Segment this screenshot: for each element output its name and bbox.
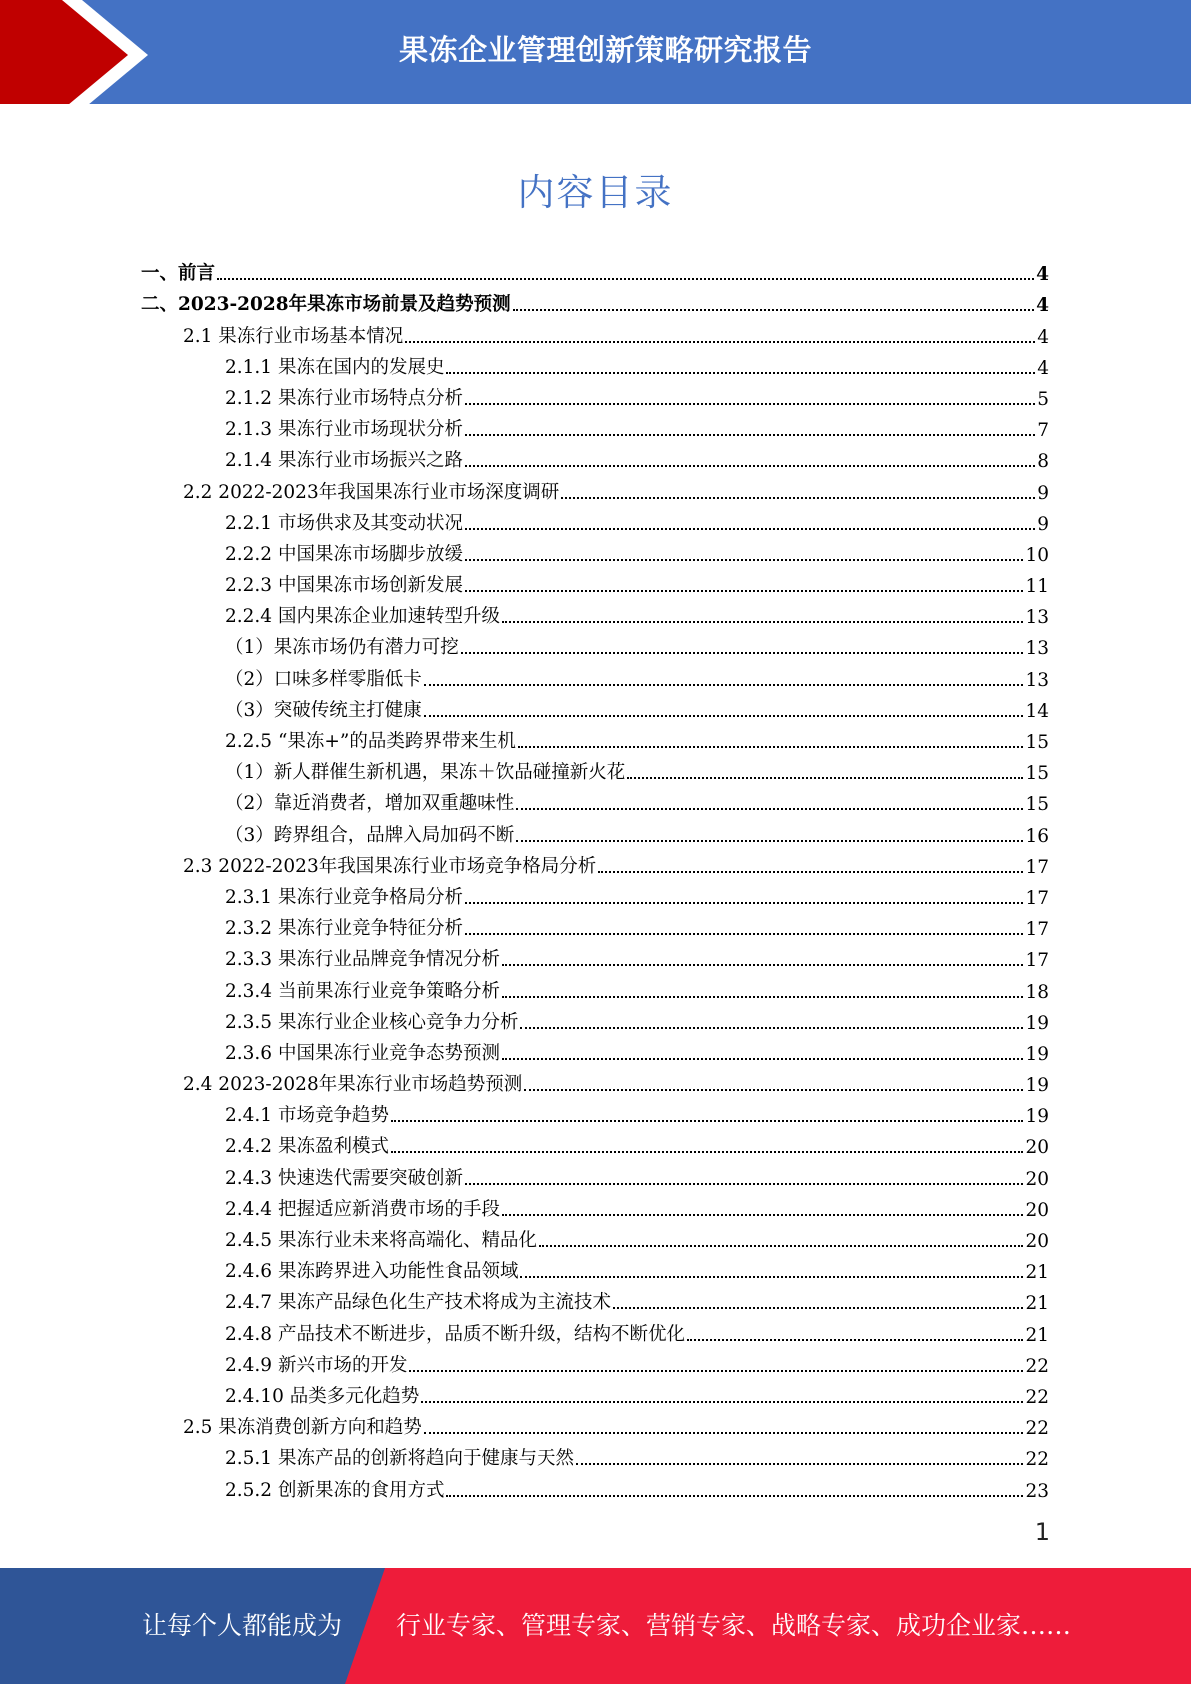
toc-entry[interactable] bbox=[141, 1036, 1049, 1067]
toc-entry-title: 2.3.1 果冻行业竞争格局分析 bbox=[225, 886, 463, 908]
toc-dot-leader bbox=[424, 715, 1024, 717]
toc-entry[interactable] bbox=[141, 942, 1049, 973]
toc-entry-page: 19 bbox=[1025, 1106, 1049, 1128]
toc-entry[interactable] bbox=[141, 849, 1049, 880]
toc-dot-leader bbox=[465, 403, 1035, 405]
toc-entry-page: 14 bbox=[1025, 700, 1049, 722]
toc-dot-leader bbox=[465, 528, 1035, 530]
toc-entry-page: 18 bbox=[1025, 981, 1049, 1003]
toc-entry[interactable] bbox=[141, 661, 1049, 692]
toc-dot-leader bbox=[465, 1183, 1023, 1185]
toc-entry-page: 23 bbox=[1025, 1480, 1049, 1502]
toc-entry-page: 20 bbox=[1025, 1168, 1049, 1190]
toc-dot-leader bbox=[613, 1307, 1023, 1309]
toc-entry[interactable] bbox=[141, 381, 1049, 412]
toc-entry-title: 2.4.2 果冻盈利模式 bbox=[225, 1136, 389, 1158]
toc-entry-page: 17 bbox=[1025, 950, 1049, 972]
toc-entry-title: 2.2 2022-2023年我国果冻行业市场深度调研 bbox=[183, 481, 560, 503]
toc-dot-leader bbox=[576, 1463, 1023, 1465]
toc-dot-leader bbox=[424, 1432, 1024, 1434]
toc-dot-leader bbox=[446, 372, 1035, 374]
toc-dot-leader bbox=[516, 840, 1023, 842]
toc-dot-leader bbox=[502, 1214, 1023, 1216]
toc-entry-page: 11 bbox=[1025, 576, 1049, 598]
toc-entry[interactable] bbox=[141, 1379, 1049, 1410]
toc-dot-leader bbox=[465, 590, 1023, 592]
toc-entry[interactable] bbox=[141, 880, 1049, 911]
toc-entry[interactable] bbox=[141, 1410, 1049, 1441]
toc-entry-title: 2.3.6 中国果冻行业竞争态势预测 bbox=[225, 1042, 500, 1064]
toc-entry[interactable] bbox=[141, 412, 1049, 443]
toc-entry[interactable] bbox=[141, 973, 1049, 1004]
toc-dot-leader bbox=[502, 1058, 1023, 1060]
toc-dot-leader bbox=[405, 341, 1035, 343]
toc-dot-leader bbox=[465, 902, 1023, 904]
toc-entry-title: 2.4.8 产品技术不断进步，品质不断升级，结构不断优化 bbox=[225, 1323, 685, 1345]
toc-dot-leader bbox=[446, 1495, 1023, 1497]
toc-dot-leader bbox=[502, 964, 1023, 966]
toc-entry[interactable] bbox=[141, 1192, 1049, 1223]
toc-entry-title: 2.2.1 市场供求及其变动状况 bbox=[225, 512, 463, 534]
toc-entry[interactable] bbox=[141, 443, 1049, 474]
toc-entry[interactable] bbox=[141, 537, 1049, 568]
toc-entry-title: （2）靠近消费者，增加双重趣味性 bbox=[225, 793, 515, 815]
toc-entry-title: （3）突破传统主打健康 bbox=[225, 699, 422, 721]
toc-entry-title: 2.3.2 果冻行业竞争特征分析 bbox=[225, 918, 463, 940]
toc-entry-page: 8 bbox=[1037, 451, 1049, 473]
toc-entry-title: 2.1 果冻行业市场基本情况 bbox=[183, 325, 404, 347]
toc-entry-title: 2.3 2022-2023年我国果冻行业市场竞争格局分析 bbox=[183, 855, 597, 877]
toc-dot-leader bbox=[627, 777, 1023, 779]
toc-entry-title: （1）果冻市场仍有潜力可挖 bbox=[225, 637, 459, 659]
toc-dot-leader bbox=[465, 434, 1035, 436]
toc-entry[interactable] bbox=[141, 755, 1049, 786]
toc-dot-leader bbox=[502, 996, 1023, 998]
toc-entry-title: 2.5.1 果冻产品的创新将趋向于健康与天然 bbox=[225, 1448, 574, 1470]
toc-entry-page: 21 bbox=[1025, 1262, 1049, 1284]
toc-entry-title: 2.4.10 品类多元化趋势 bbox=[225, 1385, 420, 1407]
toc-entry[interactable] bbox=[141, 350, 1049, 381]
toc-entry[interactable] bbox=[141, 817, 1049, 848]
toc-entry-page: 4 bbox=[1036, 295, 1049, 317]
toc-entry-title: 2.4.7 果冻产品绿色化生产技术将成为主流技术 bbox=[225, 1292, 611, 1314]
toc-entry[interactable] bbox=[141, 1067, 1049, 1098]
toc-entry[interactable] bbox=[141, 911, 1049, 942]
toc-dot-leader bbox=[391, 1120, 1023, 1122]
toc-entry-page: 4 bbox=[1037, 326, 1049, 348]
toc-dot-leader bbox=[465, 559, 1023, 561]
toc-entry[interactable] bbox=[141, 1160, 1049, 1191]
toc-entry-title: （2）口味多样零脂低卡 bbox=[225, 668, 422, 690]
page-number: 1 bbox=[1034, 1518, 1050, 1546]
toc-heading: 内容目录 bbox=[517, 171, 674, 214]
toc-entry-page: 13 bbox=[1025, 669, 1049, 691]
toc-dot-leader bbox=[516, 808, 1023, 810]
footer-slogan-right: 行业专家、管理专家、营销专家、战略专家、成功企业家…… bbox=[396, 1611, 1072, 1640]
toc-entry-page: 20 bbox=[1025, 1199, 1049, 1221]
toc-entry-page: 15 bbox=[1025, 794, 1049, 816]
toc-entry[interactable] bbox=[141, 1129, 1049, 1160]
toc-entry-title: 2.3.3 果冻行业品牌竞争情况分析 bbox=[225, 949, 500, 971]
toc-dot-leader bbox=[524, 1089, 1023, 1091]
toc-entry[interactable] bbox=[141, 724, 1049, 755]
toc-dot-leader bbox=[520, 1027, 1023, 1029]
toc-entry-title: 2.4.3 快速迭代需要突破创新 bbox=[225, 1167, 463, 1189]
toc-entry-page: 21 bbox=[1025, 1324, 1049, 1346]
toc-entry-title: 2.4 2023-2028年果冻行业市场趋势预测 bbox=[183, 1074, 523, 1096]
toc-entry[interactable] bbox=[141, 1285, 1049, 1316]
toc-dot-leader bbox=[518, 746, 1024, 748]
toc-entry-title: 2.5 果冻消费创新方向和趋势 bbox=[183, 1417, 422, 1439]
toc-entry-title: （1）新人群催生新机遇，果冻＋饮品碰撞新火花 bbox=[225, 762, 626, 784]
toc-dot-leader bbox=[502, 621, 1023, 623]
toc-dot-leader bbox=[539, 1245, 1023, 1247]
toc-entry-title: （3）跨界组合，品牌入局加码不断 bbox=[225, 824, 515, 846]
toc-entry-title: 二、2023-2028年果冻市场前景及趋势预测 bbox=[141, 294, 511, 316]
toc-entry-page: 13 bbox=[1025, 607, 1049, 629]
toc-entry-title: 2.3.4 当前果冻行业竞争策略分析 bbox=[225, 980, 500, 1002]
toc-dot-leader bbox=[513, 309, 1034, 311]
toc-entry-page: 17 bbox=[1025, 856, 1049, 878]
toc-dot-leader bbox=[687, 1339, 1023, 1341]
toc-entry-page: 15 bbox=[1025, 732, 1049, 753]
toc-entry-page: 13 bbox=[1025, 638, 1049, 660]
toc-dot-leader bbox=[465, 465, 1035, 467]
toc-entry-title: 2.1.4 果冻行业市场振兴之路 bbox=[225, 450, 463, 472]
toc-entry[interactable] bbox=[141, 287, 1049, 318]
toc-entry[interactable] bbox=[141, 318, 1049, 349]
toc-entry-page: 20 bbox=[1025, 1137, 1049, 1159]
toc-entry[interactable] bbox=[141, 506, 1049, 537]
toc-dot-leader bbox=[391, 1151, 1023, 1153]
toc-entry-title: 2.5.2 创新果冻的食用方式 bbox=[225, 1479, 445, 1501]
toc-entry-title: 2.2.4 国内果冻企业加速转型升级 bbox=[225, 606, 500, 628]
toc-entry-title: 2.4.5 果冻行业未来将高端化、精品化 bbox=[225, 1230, 537, 1251]
toc-dot-leader bbox=[409, 1370, 1023, 1372]
toc-entry[interactable] bbox=[141, 1223, 1049, 1254]
toc-entry-page: 19 bbox=[1025, 1075, 1049, 1097]
toc-entry[interactable] bbox=[141, 786, 1049, 817]
toc-entry-page: 22 bbox=[1025, 1386, 1049, 1408]
toc-entry[interactable] bbox=[141, 568, 1049, 599]
toc-entry-title: 2.1.3 果冻行业市场现状分析 bbox=[225, 419, 463, 441]
table-of-contents bbox=[141, 256, 1049, 1504]
toc-entry-title: 2.1.2 果冻行业市场特点分析 bbox=[225, 387, 463, 409]
toc-entry-page: 22 bbox=[1025, 1449, 1049, 1471]
toc-entry-page: 7 bbox=[1037, 420, 1049, 442]
toc-entry-page: 17 bbox=[1025, 887, 1049, 909]
toc-entry-title: 2.4.9 新兴市场的开发 bbox=[225, 1354, 408, 1376]
toc-entry-title: 2.1.1 果冻在国内的发展史 bbox=[225, 356, 445, 378]
toc-entry-title: 2.4.6 果冻跨界进入功能性食品领域 bbox=[225, 1261, 519, 1283]
toc-entry-page: 9 bbox=[1037, 482, 1049, 504]
header-banner bbox=[0, 0, 1191, 110]
toc-entry-title: 2.3.5 果冻行业企业核心竞争力分析 bbox=[225, 1011, 519, 1033]
toc-entry-page: 9 bbox=[1037, 513, 1049, 535]
toc-dot-leader bbox=[424, 684, 1024, 686]
toc-entry-page: 15 bbox=[1025, 763, 1049, 785]
toc-entry[interactable] bbox=[141, 1316, 1049, 1347]
toc-entry[interactable] bbox=[141, 1098, 1049, 1129]
footer-banner bbox=[0, 1568, 1191, 1684]
footer-slogan-left: 让每个人都能成为 bbox=[142, 1611, 343, 1640]
toc-entry[interactable] bbox=[141, 1254, 1049, 1285]
toc-entry-page: 4 bbox=[1036, 264, 1049, 286]
toc-entry[interactable] bbox=[141, 474, 1049, 505]
toc-entry-page: 19 bbox=[1025, 1043, 1049, 1065]
toc-entry-page: 4 bbox=[1037, 357, 1049, 379]
toc-entry-page: 21 bbox=[1025, 1293, 1049, 1315]
toc-entry-title: 2.2.5 “果冻+”的品类跨界带来生机 bbox=[225, 731, 516, 752]
toc-entry[interactable] bbox=[141, 1005, 1049, 1036]
toc-entry[interactable] bbox=[141, 256, 1049, 287]
toc-dot-leader bbox=[421, 1401, 1023, 1403]
toc-entry-title: 2.2.3 中国果冻市场创新发展 bbox=[225, 575, 463, 597]
toc-entry[interactable] bbox=[141, 1348, 1049, 1379]
toc-dot-leader bbox=[217, 278, 1034, 280]
toc-dot-leader bbox=[561, 497, 1035, 499]
toc-entry-page: 16 bbox=[1025, 825, 1049, 847]
toc-entry-page: 22 bbox=[1025, 1418, 1049, 1440]
toc-entry-page: 20 bbox=[1025, 1231, 1049, 1252]
toc-dot-leader bbox=[520, 1276, 1023, 1278]
toc-entry[interactable] bbox=[141, 1472, 1049, 1503]
report-title: 果冻企业管理创新策略研究报告 bbox=[398, 33, 812, 67]
toc-entry-page: 19 bbox=[1025, 1012, 1049, 1034]
toc-entry-page: 10 bbox=[1025, 544, 1049, 566]
toc-entry-page: 17 bbox=[1025, 919, 1049, 941]
toc-entry-title: 2.2.2 中国果冻市场脚步放缓 bbox=[225, 543, 463, 565]
toc-entry-title: 一、前言 bbox=[141, 263, 216, 285]
toc-entry-page: 5 bbox=[1037, 388, 1049, 410]
toc-entry[interactable] bbox=[141, 630, 1049, 661]
toc-dot-leader bbox=[598, 871, 1023, 873]
toc-entry[interactable] bbox=[141, 693, 1049, 724]
toc-entry-page: 22 bbox=[1025, 1355, 1049, 1377]
toc-entry-title: 2.4.4 把握适应新消费市场的手段 bbox=[225, 1198, 500, 1220]
toc-entry-title: 2.4.1 市场竞争趋势 bbox=[225, 1105, 389, 1127]
toc-entry[interactable] bbox=[141, 599, 1049, 630]
toc-dot-leader bbox=[461, 652, 1024, 654]
toc-entry[interactable] bbox=[141, 1441, 1049, 1472]
toc-dot-leader bbox=[465, 933, 1023, 935]
